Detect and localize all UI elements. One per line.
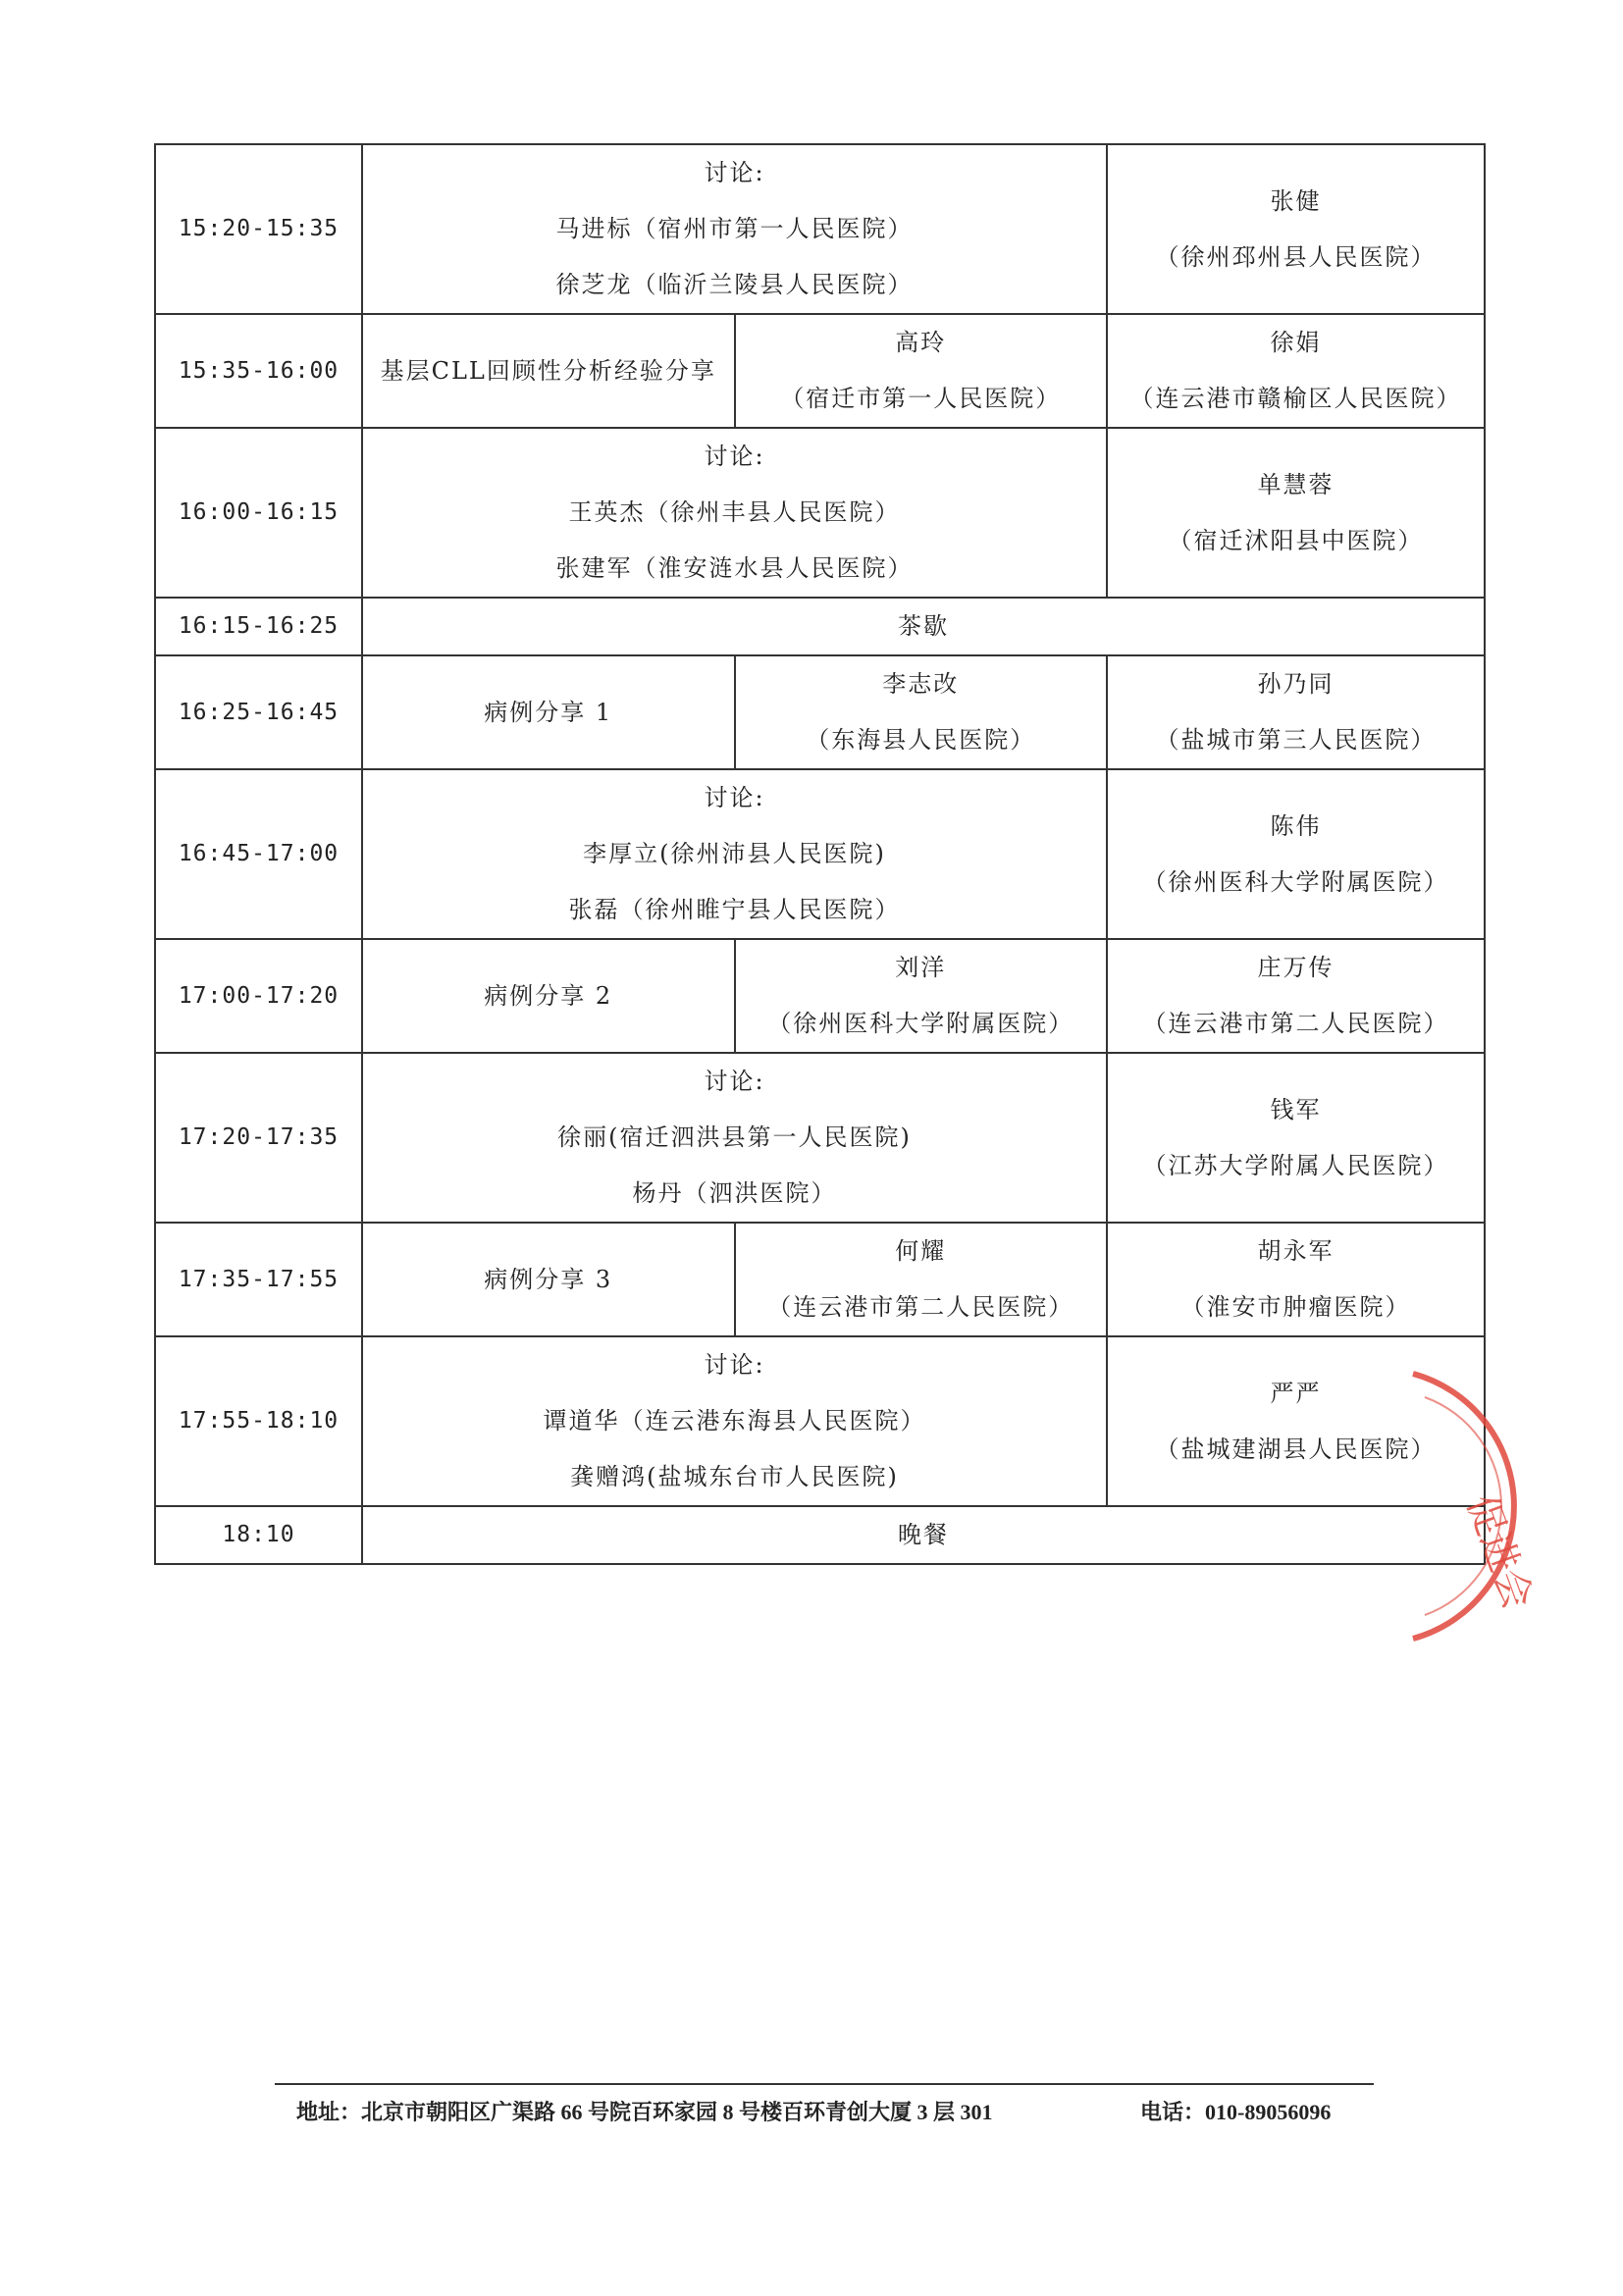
time-cell: 16:45-17:00 <box>155 769 362 939</box>
discussion-label: 讨论: <box>704 443 765 470</box>
chair-name: 胡永军 <box>1257 1237 1335 1265</box>
break-cell: 茶歇 <box>362 598 1485 655</box>
chair-org: （徐州邳州县人民医院） <box>1155 242 1437 271</box>
discussant: 王英杰（徐州丰县人民医院） <box>568 498 901 526</box>
discussant: 杨丹（泗洪医院） <box>632 1179 837 1207</box>
time-cell: 16:25-16:45 <box>155 655 362 769</box>
chair-org: （连云港市赣榆区人民医院） <box>1129 385 1462 412</box>
chair-cell <box>1107 655 1485 769</box>
discussant: 徐芝龙（临沂兰陵县人民医院） <box>555 271 914 298</box>
discussant: 徐丽(宿迁泗洪县第一人民医院) <box>557 1123 912 1151</box>
table-row <box>155 1506 1485 1564</box>
speaker-org: （宿迁市第一人民医院） <box>780 385 1062 412</box>
chair-name: 陈伟 <box>1270 811 1322 840</box>
seal-text: 促进会 <box>1457 1488 1541 1616</box>
chair-cell <box>1107 314 1485 428</box>
time-cell: 17:55-18:10 <box>155 1336 362 1506</box>
chair-cell <box>1107 939 1485 1053</box>
footer-rule <box>275 2083 1374 2085</box>
discussion-cell <box>362 144 1107 314</box>
table-row <box>155 598 1485 655</box>
chair-org: （江苏大学附属人民医院） <box>1142 1151 1449 1179</box>
chair-name: 严严 <box>1270 1379 1322 1407</box>
discussion-label: 讨论: <box>704 784 765 811</box>
chair-org: （宿迁沭阳县中医院） <box>1168 526 1424 554</box>
official-seal <box>1374 1354 1599 1648</box>
time-cell: 16:00-16:15 <box>155 428 362 598</box>
speaker-name: 李志改 <box>882 670 960 698</box>
time-cell: 16:15-16:25 <box>155 598 362 655</box>
chair-org: （盐城市第三人民医院） <box>1155 726 1437 754</box>
table-row <box>155 655 1485 769</box>
discussion-label: 讨论: <box>704 1068 765 1095</box>
speaker-cell <box>735 655 1108 769</box>
speaker-cell <box>735 314 1108 428</box>
chair-name: 庄万传 <box>1257 954 1335 981</box>
chair-name: 孙乃同 <box>1257 670 1335 698</box>
chair-cell <box>1107 1053 1485 1223</box>
chair-name: 徐娟 <box>1270 329 1322 356</box>
chair-org: （淮安市肿瘤医院） <box>1180 1293 1411 1321</box>
speaker-cell <box>735 939 1108 1053</box>
chair-cell <box>1107 769 1485 939</box>
discussion-cell <box>362 769 1107 939</box>
discussant: 谭道华（连云港东海县人民医院） <box>543 1407 926 1435</box>
discussion-label: 讨论: <box>704 1351 765 1379</box>
chair-org: （盐城建湖县人民医院） <box>1155 1435 1437 1463</box>
speaker-cell <box>735 1223 1108 1336</box>
speaker-name: 何耀 <box>895 1237 947 1265</box>
speaker-org: （徐州医科大学附属医院） <box>767 1010 1074 1037</box>
topic-cell: 病例分享 2 <box>362 939 735 1053</box>
chair-org: （徐州医科大学附属医院） <box>1142 867 1449 896</box>
table-row <box>155 939 1485 1053</box>
table-row <box>155 1053 1485 1223</box>
time-cell: 15:20-15:35 <box>155 144 362 314</box>
topic-cell: 病例分享 3 <box>362 1223 735 1336</box>
discussion-label: 讨论: <box>704 159 765 186</box>
discussant: 李厚立(徐州沛县人民医院) <box>583 840 886 867</box>
schedule-table <box>154 143 1486 1565</box>
table-row <box>155 1336 1485 1506</box>
dinner-cell: 晚餐 <box>362 1506 1485 1564</box>
time-cell: 17:35-17:55 <box>155 1223 362 1336</box>
discussion-cell <box>362 428 1107 598</box>
table-row <box>155 769 1485 939</box>
table-row <box>155 314 1485 428</box>
discussant: 龚赠鸿(盐城东台市人民医院) <box>570 1463 899 1490</box>
topic-cell: 基层CLL回顾性分析经验分享 <box>362 314 735 428</box>
discussion-cell <box>362 1053 1107 1223</box>
speaker-org: （东海县人民医院） <box>806 726 1036 754</box>
time-cell: 17:00-17:20 <box>155 939 362 1053</box>
footer-phone: 电话：010-89056096 <box>1140 2100 1332 2124</box>
table-row <box>155 428 1485 598</box>
discussion-cell <box>362 1336 1107 1506</box>
topic-cell: 病例分享 1 <box>362 655 735 769</box>
chair-cell <box>1107 144 1485 314</box>
table-row <box>155 144 1485 314</box>
time-cell: 17:20-17:35 <box>155 1053 362 1223</box>
time-cell: 18:10 <box>155 1506 362 1564</box>
chair-cell <box>1107 1223 1485 1336</box>
discussant: 张磊（徐州睢宁县人民医院） <box>568 896 901 923</box>
chair-name: 单慧蓉 <box>1257 470 1335 498</box>
speaker-name: 高玲 <box>895 329 947 356</box>
speaker-org: （连云港市第二人民医院） <box>767 1293 1074 1321</box>
time-cell: 15:35-16:00 <box>155 314 362 428</box>
chair-name: 钱军 <box>1270 1095 1322 1123</box>
table-row <box>155 1223 1485 1336</box>
discussant: 张建军（淮安涟水县人民医院） <box>555 554 914 582</box>
chair-org: （连云港市第二人民医院） <box>1142 1010 1449 1037</box>
chair-name: 张健 <box>1270 186 1322 215</box>
discussant: 马进标（宿州市第一人民医院） <box>555 215 914 242</box>
speaker-name: 刘洋 <box>895 954 947 981</box>
chair-cell <box>1107 428 1485 598</box>
footer-address: 地址：北京市朝阳区广渠路 66 号院百环家园 8 号楼百环青创大厦 3 层 301 <box>296 2100 993 2124</box>
